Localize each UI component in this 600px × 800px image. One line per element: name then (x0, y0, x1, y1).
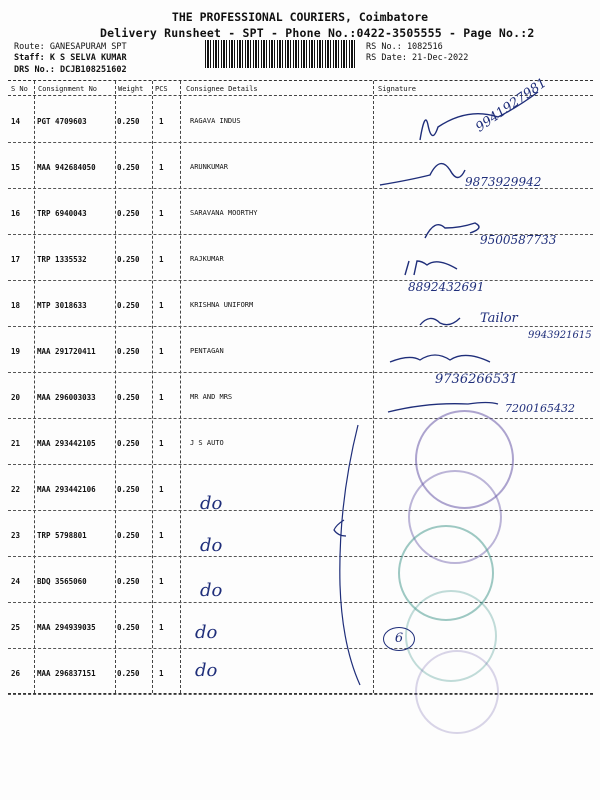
cell-weight: 0.250 (117, 439, 140, 448)
cell-consignment: MAA 291720411 (37, 347, 96, 356)
cell-pcs: 1 (159, 255, 164, 264)
cell-weight: 0.250 (117, 347, 140, 356)
cell-consignment: MTP 3018633 (37, 301, 87, 310)
cell-consignee: KRISHNA UNIFORM (190, 301, 254, 309)
cell-pcs: 1 (159, 163, 164, 172)
cell-consignment: MAA 294939035 (37, 623, 96, 632)
rs-date: RS Date: 21-Dec-2022 (366, 53, 469, 63)
phone-handwritten-19: 9943921615 (528, 330, 592, 341)
cell-sno: 17 (11, 255, 21, 264)
cell-consignment: MAA 296003033 (37, 393, 96, 402)
cell-consignment: TRP 1335532 (37, 255, 87, 264)
col-weight: Weight (118, 85, 144, 93)
cell-pcs: 1 (159, 623, 164, 632)
cell-consignment: TRP 6940043 (37, 209, 87, 218)
cell-weight: 0.250 (117, 163, 140, 172)
cell-consignee: MR AND MRS (190, 393, 233, 401)
col-consignee: Consignee Details (186, 85, 258, 93)
phone-handwritten-21: 7200165432 (505, 402, 575, 415)
cell-sno: 21 (11, 439, 21, 448)
cell-weight: 0.250 (117, 485, 140, 494)
cell-pcs: 1 (159, 117, 164, 126)
cell-consignment: MAA 293442105 (37, 439, 96, 448)
cell-consignment: MAA 942684050 (37, 163, 96, 172)
company-title: THE PROFESSIONAL COURIERS, Coimbatore (171, 10, 429, 24)
count-circle: 6 (383, 627, 415, 651)
cell-sno: 23 (11, 531, 21, 540)
col-consignment: Consignment No (38, 85, 98, 93)
cell-consignee: SARAVANA MOORTHY (190, 209, 258, 217)
cell-pcs: 1 (159, 301, 164, 310)
cell-sno: 18 (11, 301, 21, 310)
cell-pcs: 1 (159, 485, 164, 494)
cell-pcs: 1 (159, 531, 164, 540)
staff-label: Staff: K S SELVA KUMAR (14, 53, 127, 63)
phone-handwritten-16: 9500587733 (480, 233, 557, 247)
route-label: Route: GANESAPURAM SPT (14, 42, 127, 52)
cell-consignment: TRP 5798801 (37, 531, 87, 540)
cell-pcs: 1 (159, 439, 164, 448)
cell-weight: 0.250 (117, 301, 140, 310)
ditto-mark-24: do (200, 580, 223, 601)
ditto-mark-22: do (200, 493, 223, 514)
cell-weight: 0.250 (117, 117, 140, 126)
cell-consignment: MAA 293442106 (37, 485, 96, 494)
phone-handwritten-15: 9873929942 (465, 175, 542, 189)
cell-consignee: RAJKUMAR (190, 255, 224, 263)
cell-pcs: 1 (159, 347, 164, 356)
rs-number: RS No.: 1082516 (366, 42, 443, 52)
cell-weight: 0.250 (117, 255, 140, 264)
phone-handwritten-17: 8892432691 (408, 280, 485, 294)
cell-weight: 0.250 (117, 531, 140, 540)
cell-sno: 14 (11, 117, 21, 126)
phone-handwritten-14: 9941927981 (473, 75, 550, 136)
cell-consignment: PGT 4709603 (37, 117, 87, 126)
cell-sno: 25 (11, 623, 21, 632)
cell-consignee: J S AUTO (190, 439, 224, 447)
ditto-mark-23: do (200, 535, 223, 556)
cell-sno: 15 (11, 163, 21, 172)
ditto-mark-25: do (195, 622, 218, 643)
cell-pcs: 1 (159, 209, 164, 218)
runsheet-subtitle: Delivery Runsheet - SPT - Phone No.:0422-3505555 - Page No.:2 (100, 26, 535, 40)
cell-weight: 0.250 (117, 669, 140, 678)
company-stamp-5 (415, 650, 499, 734)
cell-consignment: MAA 296837151 (37, 669, 96, 678)
tailor-note-19: Tailor (480, 311, 518, 326)
cell-pcs: 1 (159, 577, 164, 586)
col-pcs: PCS (155, 85, 168, 93)
cell-consignee: PENTAGAN (190, 347, 224, 355)
cell-sno: 24 (11, 577, 21, 586)
cell-consignee: ARUNKUMAR (190, 163, 228, 171)
col-sno: S No (11, 85, 28, 93)
cell-sno: 19 (11, 347, 21, 356)
cell-pcs: 1 (159, 393, 164, 402)
cell-weight: 0.250 (117, 623, 140, 632)
cell-weight: 0.250 (117, 577, 140, 586)
ditto-mark-26: do (195, 660, 218, 681)
cell-sno: 26 (11, 669, 21, 678)
cell-consignee: RAGAVA INDUS (190, 117, 241, 125)
drs-number: DRS No.: DCJB108251602 (14, 65, 127, 75)
cell-sno: 22 (11, 485, 21, 494)
cell-pcs: 1 (159, 669, 164, 678)
cell-sno: 16 (11, 209, 21, 218)
cell-weight: 0.250 (117, 393, 140, 402)
cell-consignment: BDQ 3565060 (37, 577, 87, 586)
cell-weight: 0.250 (117, 209, 140, 218)
phone-handwritten-20: 9736266531 (435, 372, 518, 387)
col-signature: Signature (378, 85, 416, 93)
cell-sno: 20 (11, 393, 21, 402)
